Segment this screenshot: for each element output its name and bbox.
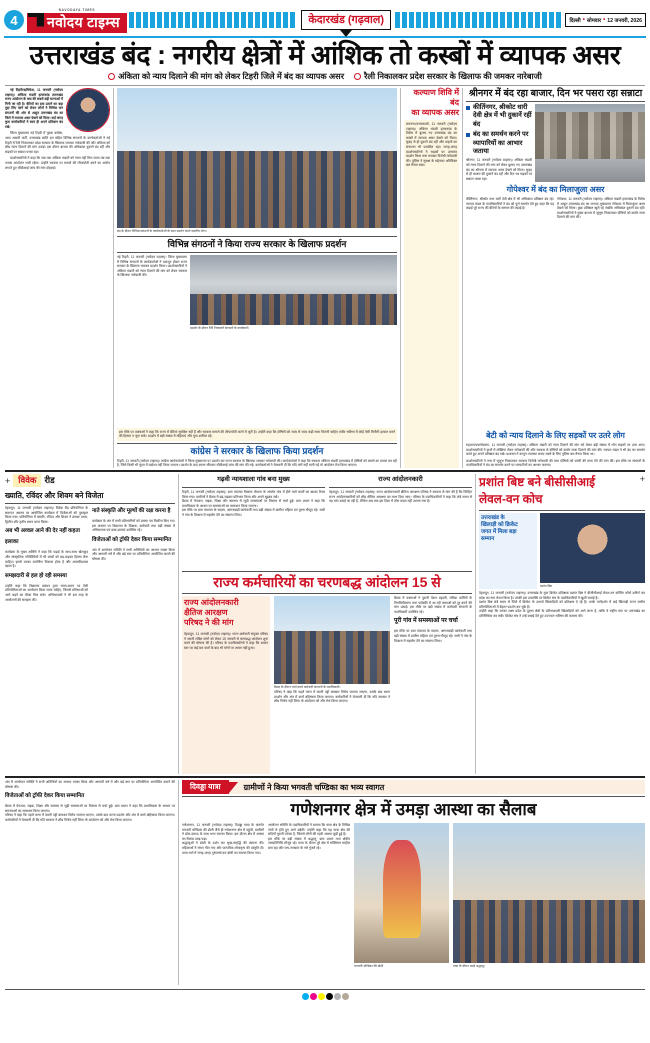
vivek-body-4: कार्यक्रम के अंत में सभी प्रतिभागियों को प्रमाण पत्र वितरित किए गए। इस अवसर पर विद्यालय के शिक्षक, कर्मचारी तथा बड़ी संख्या में अभिभावक एवं छात्र-छात्राएं उपस्थित रहे। — [92, 519, 175, 533]
lead-para-1: नई टिहरी/ऋषिकेश, 11 जनवरी (नवोदय टाइम्स)। अंकिता भंडारी हत्याकांड उत्तराखंड राज्य आंदोलन के बाद की सबसे बड़ी घटनाओं में गिनी जा रही है। बेटियों का हक उठाने का बड़ा मुद्दा लिए जाने को लेकर लोगों ने विभिन्न जन संगठनों की ओर से आहूत उत्तराखंड बंद का जिले में व्यापक असर देखने को मिला। कई जगह कुल कारोबारियों ने स्वयं ही अपने प्रतिष्ठान बंद रखे। — [5, 88, 63, 129]
employees-body-3: बैठक में वक्ताओं ने पुरानी पेंशन बहाली, संविदा कर्मियों के नियमितीकरण तथा पदोन्नति में आ रही बाधाओं को दूर करने की मांग उठाई। इस मौके पर बड़ी संख्या में कर्मचारी संगठनों के पदाधिकारी उपस्थित रहे। — [394, 596, 472, 614]
lead-headline-block — [0, 38, 650, 82]
org-photo — [190, 255, 397, 325]
lead-subhead-1-text: अंकिता को न्याय दिलाने की मांग को लेकर टिहरी जिले में बंद का व्यापक असर — [118, 72, 345, 81]
dateline-dot-1: • — [582, 17, 585, 23]
coach-tag-2: खिलाड़ी को क्रिकेट — [481, 522, 518, 528]
dateline-dot-2: • — [603, 17, 606, 23]
coach-tag-1: उत्तराखंड के — [481, 515, 505, 521]
column-employees — [182, 474, 472, 774]
yatra-body-2: श्रद्धालुओं ने डोली के दर्शन कर सुख-समृद्धि की कामना की। महिलाओं ने मंगल गीत गाए और पारंपरिक लोकनृत्य की प्रस्तुति दी। यात्रा मार्ग में जगह-जगह पुष्पवर्षा कर डोली का स्वागत किया गया। — [182, 841, 264, 855]
employees-top-row — [182, 474, 472, 569]
gopeshwar-body: गोपेश्वर, 11 जनवरी (नवोदय टाइम्स)। अंकिता भंडारी हत्याकांड के विरोध में आहूत उत्तराखंड बंद का जनपद मुख्यालय गोपेश्वर में मिलाजुला असर देखने को मिला। कुछ प्रतिष्ठान खुले रहे जबकि अधिकांश दुकानें बंद रहीं। प्रदर्शनकारियों ने मुख्य बाजार में जुलूस निकालकर दोषियों को कठोर सजा दिलाने की मांग की। — [557, 197, 645, 220]
employees-meeting-photo — [274, 596, 390, 684]
plus-icon: + — [639, 474, 645, 484]
headline-rule — [5, 85, 645, 86]
srinagar-photo-shops — [535, 112, 645, 159]
middle-band — [0, 474, 650, 774]
page-number: 4 — [4, 10, 24, 30]
org-story-body-left: नई टिहरी, 11 जनवरी (नवोदय टाइम्स)। जिला मुख्यालय में विभिन्न संगठनों के कार्यकर्ताओं ने एकजुट होकर राज्य सरकार के खिलाफ जमकर प्रदर्शन किया। प्रदर्शनकारियों ने अंकिता भंडारी को न्याय दिलाने की मांग को लेकर सरकार के खिलाफ नारेबाजी की। — [117, 255, 187, 278]
employees-box-col — [182, 596, 270, 774]
vivek-tag-strong: विवेक — [13, 474, 41, 487]
srinagar-bullet-list — [466, 104, 532, 156]
employees-box-line2: क्षैतिज आरक्षण — [184, 608, 228, 617]
srinagar-bullets-wrap — [466, 104, 532, 182]
bottom-left-body-3: परिषद ने कहा कि पहले चरण में काली पट्टी बांधकर विरोध जताया जाएगा, उसके बाद धरना प्रदर्शन और अंत में कार्य बहिष्कार किया जाएगा। कर्मचारियों ने चेतावनी दी कि यदि सरकार ने शीघ्र निर्णय नहीं लिया तो आंदोलन को और तेज किया जाएगा। — [5, 813, 175, 822]
vivek-sub-2: समझदारी से हल हो रही समस्या — [5, 572, 67, 579]
vivek-col-2 — [92, 506, 175, 774]
dateline-place: दिल्ली — [569, 18, 581, 24]
vivek-col-1 — [5, 506, 88, 774]
band-separator-1 — [5, 470, 645, 472]
dateline-date: 12 जनवरी, 2026 — [607, 18, 642, 24]
hrule-1 — [117, 236, 397, 237]
srinagar-photo-wrap — [535, 104, 645, 182]
dateline-day: सोमवार — [586, 18, 602, 24]
hrule-10 — [479, 510, 645, 511]
hrule-6 — [182, 487, 325, 488]
coach-headline-line2: लेवल-वन कोच — [479, 492, 543, 506]
gaura-body-2: बैठक में पेयजल, सड़क, शिक्षा और स्वास्थ्य से जुड़ी समस्याओं पर विस्तार से चर्चा हुई। ग्राम प्रधान ने कहा कि प्राथमिकता के आधार पर समस्याओं का समाधान किया जाएगा। — [182, 499, 325, 508]
org-story-row — [117, 255, 397, 428]
srinagar-market-photo — [535, 104, 645, 182]
srinagar-bottom-row — [466, 197, 645, 430]
srinagar-bullet-2: बंद का समर्थन करने पर व्यापारियों का आभार जताया — [473, 131, 529, 156]
gaura-body-3: इस मौके पर ग्राम पंचायत के सदस्य, आंगनबाड़ी कार्यकर्ती तथा बड़ी संख्या में ग्रामीण महिला एवं पुरुष मौजूद रहे। सभी ने गांव के विकास में सहयोग देने का संकल्प लिया। — [182, 508, 325, 517]
band-separator-2 — [5, 776, 645, 778]
lead-subhead-1 — [108, 71, 344, 82]
congress-story-body: टिहरी, 11 जनवरी (नवोदय टाइम्स)। कांग्रेस कार्यकर्ताओं ने जिला मुख्यालय पर प्रदर्शन कर राज्य सरकार के खिलाफ जमकर नारेबाजी की। कार्यकर्ताओं ने कहा कि सरकार अंकिता भंडारी हत्याकांड में दोषियों को बचाने का प्रयास कर रही है, जिसे किसी भी सूरत में बर्दाश्त नहीं किया जाएगा। प्रदर्शन के बाद ज्ञापन सौंपकर सीबीआई जांच की मांग की गई। कार्यकर्ताओं ने चेतावनी दी कि यदि मांगें नहीं मानी गईं तो आंदोलन तेज किया जाएगा। — [117, 458, 397, 468]
employees-subhead: पूरी गांव में समस्याओं पर चर्चा — [394, 618, 458, 625]
justice-headline: बेटी को न्याय दिलाने के लिए सड़कों पर उतरे लोग — [486, 431, 625, 441]
coach-headline-line1: प्रशांत बिष्ट बने बीसीसीआई — [479, 475, 595, 489]
employees-sub-col — [394, 596, 472, 774]
bottom-left-body-2: बैठक में पेयजल, सड़क, शिक्षा और स्वास्थ्य से जुड़ी समस्याओं पर विस्तार से चर्चा हुई। ग्राम प्रधान ने कहा कि प्राथमिकता के आधार पर समस्याओं का समाधान किया जाएगा। — [5, 804, 175, 813]
vrule-6 — [178, 780, 179, 985]
coach-body-2: प्रशांत बिष्ट लंबे समय से जिले में क्रिकेट के उभरते खिलाड़ियों को प्रशिक्षण दे रहे हैं। उनके मार्गदर्शन में कई खिलाड़ी राज्य स्तरीय प्रतियोगिताओं में बेहतर प्रदर्शन कर चुके हैं। — [479, 600, 645, 609]
cmyk-dot-cyan — [302, 993, 309, 1000]
hrule-4 — [466, 101, 645, 102]
yatra-crowd-photo — [453, 823, 645, 963]
column-yatra — [182, 780, 645, 985]
employees-box-body: देहरादून, 11 जनवरी (नवोदय टाइम्स)। राज्य आंदोलनकारी क्षैतिज आरक्षण परिषद ने सरकार से मांग की है कि चिन्हित राज्य आंदोलनकारियों को शीघ्र क्षैतिज आरक्षण का लाभ दिया जाए। परिषद के पदाधिकारियों ने कहा कि लंबे समय से यह मांग उठाई जा रही है, लेकिन अब तक इस दिशा में ठोस कदम नहीं उठाया गया है। — [329, 490, 472, 504]
hrule-5 — [5, 503, 175, 504]
employees-body-1: देहरादून, 11 जनवरी (नवोदय टाइम्स)। राज्य कर्मचारी संयुक्त परिषद ने अपनी लंबित मांगों को लेकर 15 जनवरी से चरणबद्ध आंदोलन शुरू करने की घोषणा की है। परिषद के पदाधिकारियों ने कहा कि शासन स्तर पर कई बार वार्ता के बाद भी मांगों पर अमल नहीं हुआ। — [182, 630, 270, 774]
kalyan-headline-line1: कल्याण शिवि में बंद — [413, 88, 459, 107]
cmyk-dot-magenta — [310, 993, 317, 1000]
lead-para-3: प्रदर्शनकारियों ने कहा कि जब तक अंकिता भंडारी को न्याय नहीं मिल जाता तब तक उनका आंदोलन जारी रहेगा। उन्होंने सरकार पर मामले की लीपापोती करने का आरोप लगाते हुए सीबीआई जांच की मांग दोहराई। — [5, 156, 110, 170]
cmyk-dot-black — [326, 993, 333, 1000]
edition-tag-wrap — [301, 10, 391, 30]
coach-photo-image — [540, 513, 645, 583]
yatra-photo-col-1 — [354, 823, 449, 985]
circle-bullet-icon — [354, 73, 361, 80]
yatra-photo-crowd — [453, 900, 645, 963]
congress-story-headline: कांग्रेस ने सरकार के खिलाफ किया प्रदर्शन — [190, 445, 324, 456]
yatra-photo-col-2 — [453, 823, 645, 985]
yatra-kicker: दिवड्डा यात्रा — [182, 780, 229, 794]
portrait-image — [67, 89, 109, 131]
dateline — [565, 13, 646, 27]
logo-hindi-text: नवोदय टाइम्स — [27, 13, 127, 33]
plus-icon: + — [5, 475, 11, 486]
publication-logo[interactable] — [27, 8, 127, 33]
kicker-arrow-icon — [229, 782, 238, 793]
yatra-body-3: आयोजन समिति के पदाधिकारियों ने बताया कि यात्रा क्षेत्र के विभिन्न गांवों से होते हुए आगे बढ़ेगी। उन्होंने कहा कि यह यात्रा क्षेत्र की सदियों पुरानी परंपरा है, जिससे लोगों की गहरी आस्था जुड़ी हुई है। — [268, 823, 350, 837]
column-center-lead — [117, 88, 397, 468]
chandika-doli-photo — [354, 823, 449, 963]
coach-photo-caption: प्रशांत बिष्ट — [540, 584, 553, 588]
hrule-8 — [182, 571, 472, 572]
justice-body: रुद्रप्रयाग/कर्णप्रयाग, 11 जनवरी (नवोदय टाइम्स)। अंकिता भंडारी को न्याय दिलाने की मांग को लेकर बड़ी संख्या में लोग सड़कों पर उतर आए। प्रदर्शनकारियों ने हाथों में तख्तियां लेकर नारेबाजी की और सरकार से दोषियों को कठोर सजा दिलाने की मांग की। व्यापार मंडल ने भी बंद का समर्थन करते हुए अपने प्रतिष्ठान बंद रखे। प्रशासन ने कानून व्यवस्था बनाए रखने के लिए पुलिस बल तैनात किया था। — [466, 443, 645, 457]
vrule-1 — [113, 88, 114, 468]
lead-subhead-2-text: रैली निकालकर प्रदेश सरकार के खिलाफ की जमकर नारेबाजी — [364, 72, 542, 81]
vivek-body-5: अंत में आयोजन समिति ने सभी अतिथियों का आभार व्यक्त किया और आगामी वर्ष में और बड़े स्तर पर प्रतियोगिता आयोजित कराने की घोषणा की। — [92, 547, 175, 561]
column-coach — [479, 474, 645, 774]
list-item — [466, 104, 532, 129]
vivek-body-row — [5, 506, 175, 774]
column-right-lead — [466, 88, 645, 468]
circle-bullet-icon — [108, 73, 115, 80]
coach-photo — [540, 513, 645, 583]
protest-photo — [117, 88, 397, 228]
lead-subheads — [5, 71, 645, 82]
gopeshwar-headline: गोपेश्वर में बंद का मिलाजुला असर — [506, 185, 605, 194]
employees-body-4: इस मौके पर ग्राम पंचायत के सदस्य, आंगनबाड़ी कार्यकर्ती तथा बड़ी संख्या में ग्रामीण महिला एवं पुरुष मौजूद रहे। सभी ने गांव के विकास में सहयोग देने का संकल्प लिया। — [394, 629, 472, 643]
coach-tag-4: सम्मान — [481, 536, 495, 542]
gaura-body-1: टिहरी, 11 जनवरी (नवोदय टाइम्स)। ग्राम पंचायत विकास योजना के अंतर्गत गांव में होने वाले कार्यों का खाका तैयार किया गया। ग्रामीणों ने बैठक में बढ़-चढ़कर प्रतिभाग किया और अपने सुझाव रखे। — [182, 490, 325, 499]
lead-para-2: जिला मुख्यालय नई टिहरी में युवक कांग्रेस, आम आदमी पार्टी, उत्तराखंड क्रांति दल सहित विभिन्न संगठनों के कार्यकर्ताओं ने नई टिहरी में रैली निकालकर प्रदेश सरकार के खिलाफ जमकर नारेबाजी की और अंकिता को शीघ्र न्याय दिलाने की मांग उठाई। इस दौरान बाजार की अधिकांश दुकानें बंद रहीं और सड़कों पर सन्नाटा पसरा रहा। — [5, 131, 110, 154]
kalyan-story-body: रामनगर/उत्तरकाशी, 11 जनवरी (नवोदय टाइम्स)। अंकिता भंडारी हत्याकांड के विरोध में बुलाए गए उत्तराखंड बंद का कस्बों में व्यापक असर देखने को मिला। सुबह से ही दुकानें बंद रहीं और वाहनों का संचालन भी प्रभावित रहा। जगह-जगह प्रदर्शनकारियों ने सड़कों पर उतरकर प्रदर्शन किया तथा सरकार विरोधी नारेबाजी की। पुलिस ने सुरक्षा के मद्देनजर अतिरिक्त बल तैनात रखा। — [404, 120, 459, 468]
org-photo-wrap — [190, 255, 397, 428]
vivek-tag-light: रीड — [44, 475, 55, 485]
vrule-5 — [475, 474, 476, 774]
protest-photo-crowd — [117, 151, 397, 228]
yatra-headline: गणेशनगर क्षेत्र में उमड़ा आस्था का सैलाब — [290, 800, 537, 819]
srinagar-top-row — [466, 104, 645, 182]
hrule-2 — [117, 252, 397, 253]
hrule-3 — [117, 443, 397, 444]
square-bullet-icon — [466, 133, 470, 137]
employees-photo-caption: बैठक के दौरान चर्चा करते कर्मचारी संगठनों के पदाधिकारी। — [274, 685, 341, 689]
bottom-band — [0, 780, 650, 985]
logo-latin-text: NAVODAYA TIMES — [58, 7, 96, 12]
column-vivek — [5, 474, 175, 774]
yatra-content-row — [182, 823, 645, 985]
coach-headline-lines — [479, 474, 640, 508]
yatra-body-4: इस मौके पर बड़ी संख्या में श्रद्धालु, ग्राम प्रधान तथा क्षेत्रीय जनप्रतिनिधि मौजूद रहे। यात्रा के दौरान पूरे क्षेत्र में भक्तिमय माहौल बना रहा और जय-जयकार के नारे गूंजते रहे। — [268, 836, 350, 850]
org-photo-crowd — [190, 294, 397, 326]
coach-body-1: देहरादून, 11 जनवरी (नवोदय टाइम्स)। उत्तराखंड के युवा क्रिकेट प्रशिक्षक प्रशांत बिष्ट ने बीसीसीआई लेवल-वन कोचिंग कोर्स उत्तीर्ण कर प्रदेश का नाम रोशन किया है। उनकी इस उपलब्धि पर क्रिकेट संघ के पदाधिकारियों ने खुशी जताई है। — [479, 591, 645, 600]
bottom-left-subhead: विजेताओं को ट्रॉफी देकर किया सम्मानित — [5, 793, 85, 800]
vivek-sub-1: अब भी अव्वल आने की देर नहीं कहता इलाका — [5, 528, 80, 546]
vivek-body-1: देहरादून, 11 जनवरी (नवोदय टाइम्स)। विवेक रीड प्रतियोगिता के समापन अवसर पर आयोजित कार्यक्रम में विजेताओं को पुरस्कृत किया गया। प्रतियोगिता में ख्याति, रविंदर और शिवम ने क्रमशः प्रथम, द्वितीय और तृतीय स्थान प्राप्त किया। — [5, 506, 88, 524]
cmyk-dot-warm — [342, 993, 349, 1000]
lead-story-body — [5, 88, 110, 172]
yatra-text-col-2 — [268, 823, 350, 985]
page-title: उत्तराखंड बंद : नगरीय क्षेत्रों में आंशिक तो कस्बों में व्यापक असर — [29, 40, 621, 70]
coach-body-3: उन्होंने कहा कि उनका लक्ष्य प्रदेश के दूरस्थ क्षेत्रों के प्रतिभाशाली खिलाड़ियों को आगे लाना है, ताकि वे राष्ट्रीय स्तर पर उत्तराखंड का प्रतिनिधित्व कर सकें। क्रिकेट संघ ने उन्हें बधाई देते हुए उज्ज्वल भविष्य की कामना की। — [479, 609, 645, 618]
coach-tag-3: जगत में मिला बड़ा — [481, 529, 517, 535]
ankita-portrait-photo — [66, 88, 110, 132]
employees-box-wrap — [329, 474, 472, 569]
employees-headline: राज्य कर्मचारियों का चरणबद्ध आंदोलन 15 से — [213, 574, 441, 590]
decorative-bars-left — [129, 12, 297, 28]
srinagar-body-3: प्रदर्शनकारियों ने नगर में जुलूस निकालकर सरकार विरोधी नारेबाजी की तथा दोषियों को फांसी की सजा देने की मांग की। इस मौके पर संगठनों के पदाधिकारियों ने बंद का समर्थन करने पर व्यापारियों का आभार जताया। — [466, 458, 645, 468]
kalyan-headline-line2: का व्यापक असर — [411, 108, 459, 117]
top-band — [0, 88, 650, 468]
gaura-headline: गढ़वी न्यायशाला गांव बना मुख्य — [217, 476, 290, 483]
yatra-subhead: ग्रामीणों ने किया भगवती चण्डिका का भव्य स्वागत — [243, 782, 385, 792]
hrule-11 — [182, 796, 645, 797]
lead-subhead-2 — [354, 71, 542, 82]
employees-body-2: परिषद ने कहा कि पहले चरण में काली पट्टी बांधकर विरोध जताया जाएगा, उसके बाद धरना प्रदर्शन और अंत में कार्य बहिष्कार किया जाएगा। कर्मचारियों ने चेतावनी दी कि यदि सरकार ने शीघ्र निर्णय नहीं लिया तो आंदोलन को और तेज किया जाएगा। — [274, 690, 390, 704]
vrule-4 — [178, 474, 179, 774]
cmyk-dot-yellow — [318, 993, 325, 1000]
employees-box-heading — [182, 596, 270, 630]
doli-figure — [383, 840, 421, 938]
gaura-wrap — [182, 474, 325, 569]
coach-top-row — [479, 513, 645, 589]
vivek-section-tag[interactable] — [5, 474, 175, 487]
vrule-2 — [400, 88, 401, 468]
yatra-text-col-1 — [182, 823, 264, 985]
coach-headline-wrap — [479, 474, 645, 508]
yatra-photo-caption: यात्रा के दौरान उमड़े श्रद्धालु। — [453, 964, 486, 968]
employees-photo-col — [274, 596, 390, 774]
srinagar-headline: श्रीनगर में बंद रहा बाजार, दिन भर पसरा रहा सन्नाटा — [468, 88, 643, 99]
masthead — [0, 0, 650, 36]
bottom-left-body-1: अंत में आयोजन समिति ने सभी अतिथियों का आभार व्यक्त किया और आगामी वर्ष में और बड़े स्तर पर प्रतियोगिता आयोजित कराने की घोषणा की। — [5, 780, 175, 789]
edition-tag-pointer — [340, 30, 352, 37]
employees-box-head-1: राज्य आंदोलनकारी — [378, 476, 423, 483]
srinagar-bullet-1: कीर्तिनगर, श्रीकोट धारी देवी क्षेत्र में भी दुकानें रहीं बंद — [473, 104, 532, 128]
vivek-headline: ख्याति, रविंदर और शिवम बने विजेता — [5, 491, 104, 500]
hrule-9 — [182, 593, 472, 594]
yatra-body-1: गणेशनगर, 11 जनवरी (नवोदय टाइम्स)। दिवड्डा यात्रा के अंतर्गत भगवती चण्डिका की डोली जैसे ही गणेशनगर क्षेत्र में पहुंची, ग्रामीणों ने ढोल-दमाऊ के साथ भव्य स्वागत किया। इस दौरान क्षेत्र में आस्था का सैलाब उमड़ पड़ा। — [182, 823, 264, 841]
vivek-sub-3: नाते संस्कृति और मूल्यों की रक्षा करना है — [92, 508, 171, 514]
square-bullet-icon — [466, 106, 470, 110]
cmyk-dot-grey — [334, 993, 341, 1000]
vivek-sub-4: विजेताओं को ट्रॉफी देकर किया सम्मानित — [92, 536, 172, 543]
vrule-3 — [462, 88, 463, 468]
srinagar-body-1: श्रीनगर, 11 जनवरी (नवोदय टाइम्स)। अंकिता भंडारी को न्याय दिलाने की मांग को लेकर बुलाए गए उत्तराखंड बंद का श्रीनगर में व्यापक असर देखने को मिला। सुबह से ही बाजार की दुकानें बंद रहीं और दिन भर सड़कों पर सन्नाटा पसरा रहा। — [466, 158, 532, 181]
org-story-headline: विभिन्न संगठनों ने किया राज्य सरकार के खिलाफ प्रदर्शन — [167, 239, 347, 249]
hrule-7 — [329, 487, 472, 488]
srinagar-body-2: कीर्तिनगर, श्रीकोट तथा धारी देवी क्षेत्र में भी अधिकांश प्रतिष्ठान बंद रहे। व्यापार मंडल के पदाधिकारियों ने बंद को पूर्ण समर्थन देते हुए कहा कि यह लड़ाई पूरे राज्य की बेटियों के सम्मान की लड़ाई है। — [466, 197, 554, 211]
column-kalyan — [404, 88, 459, 468]
employees-box-line1: राज्य आंदोलनकारी — [184, 598, 239, 607]
employees-photo-crowd — [274, 631, 390, 684]
protest-photo-caption: बंद के दौरान विभिन्न संगठनों के कार्यकर्ताओं के साथ प्रदर्शन करते स्थानीय लोग। — [117, 229, 207, 233]
decorative-bars-right — [395, 12, 563, 28]
org-photo-caption: प्रदर्शन के दौरान रैली निकालते संगठनों के कार्यकर्ता। — [190, 326, 249, 330]
vivek-body-3: उन्होंने कहा कि विद्यालय प्रबंधन द्वारा समय-समय पर ऐसी प्रतियोगिताओं का आयोजन किया जाना चाहिए, जिससे प्रतिभाओं को आगे बढ़ने का मौका मिल सके। अभिभावकों ने भी इस तरह के आयोजनों की सराहना की। — [5, 583, 88, 602]
org-story-body-bottom: इस मौके पर वक्ताओं ने कहा कि राज्य में बेटियां सुरक्षित नहीं हैं और सरकार मामले की लीपापोती करने में जुटी है। उन्होंने कहा कि दोषियों को जल्द से जल्द कड़ी सजा मिलनी चाहिए ताकि भविष्य में कोई ऐसी घिनौनी हरकत करने की हिम्मत न जुटा सके। प्रदर्शन में बड़ी संख्या में महिलाएं और युवा शामिल रहे। — [117, 428, 397, 441]
vivek-body-2: कार्यक्रम के मुख्य अतिथि ने कहा कि पढ़ाई के साथ-साथ खेलकूद और सांस्कृतिक गतिविधियों में भी बच्चों को बढ़-चढ़कर हिस्सा लेना चाहिए। इससे उनका सर्वांगीण विकास होता है और आत्मविश्वास बढ़ता है। — [5, 550, 88, 569]
employees-box-line3: परिषद ने की मांग — [184, 618, 234, 627]
cmyk-registration-marks — [0, 990, 650, 1000]
yatra-kicker-bar — [182, 780, 645, 794]
edition-tag: केदारखंड (गढ़वाल) — [301, 10, 391, 30]
coach-photo-wrap — [540, 513, 645, 589]
employees-main-row — [182, 596, 472, 774]
doli-photo-caption: भगवती चण्डिका की डोली — [354, 964, 384, 968]
list-item — [466, 131, 532, 156]
column-left-lead — [5, 88, 110, 468]
column-bottom-left — [5, 780, 175, 985]
coach-tag-box — [479, 513, 537, 589]
